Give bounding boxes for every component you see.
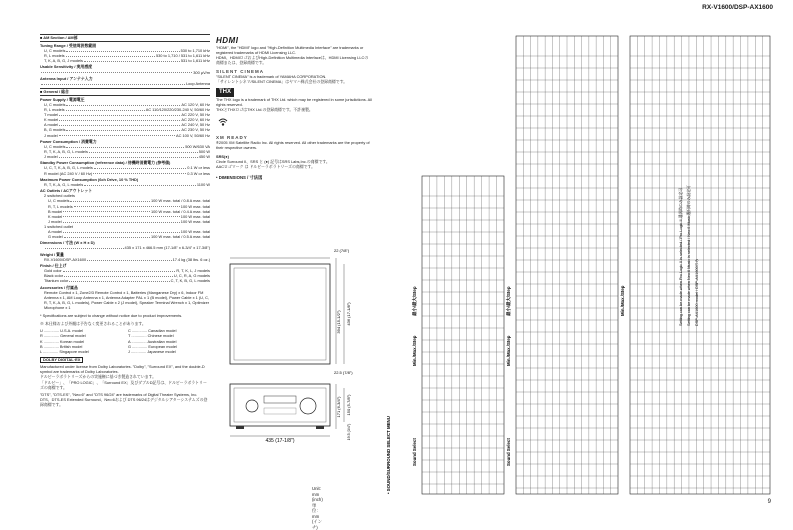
- standby-label: Standby Power Consumption (reference data) / 待機時消費電力 (参考値): [40, 160, 210, 165]
- table1-col-ja: 最小/最大/Step: [411, 286, 418, 316]
- menu-title: • SOUND/SURROUND SELECT MENU: [386, 416, 391, 494]
- spec-row: U, C models 100 W max. total / 0.8 A max. total: [40, 198, 210, 203]
- specifications-column: [40, 32, 210, 407]
- spec-row: A model AC 240 V, 50 Hz: [40, 122, 210, 127]
- spec-row: J model 100 W max. total: [40, 219, 210, 224]
- model-code: B .............. British model: [40, 344, 122, 349]
- am-sensitivity-label: Usable Sensitivity / 実用感度: [40, 64, 210, 69]
- model-code: L .............. Singapore model: [40, 349, 122, 354]
- finish-label: Finish / 仕上げ: [40, 263, 210, 268]
- srs-text: Circle Surround II、SRS と (●) 記号はSRS Labs,Inc.の商標です。: [216, 159, 372, 164]
- spec-row: Titanium color C, T, K, B, G, L models: [40, 278, 210, 283]
- spec-row: B, G models AC 230 V, 50 Hz: [40, 127, 210, 132]
- model-code: G .............. European model: [128, 344, 210, 349]
- accessories-label: Accessories / 付属品: [40, 285, 210, 290]
- spec-row: Gold color R, T, K, L, J models: [40, 268, 210, 273]
- table3-title: Min./Max./Step: [620, 285, 625, 316]
- dolby-text: Manufactured under license from Dolby Laboratories. "Dolby", "Surround EX", and the double-D symbol are trademarks of Dolby Laboratories.: [40, 364, 210, 374]
- dimensions-title: • DIMENSIONS / 寸法図: [216, 175, 372, 180]
- accessories-text: Remote Control x 1, Zone2/3 Remote Control x 1, Batteries (Manganese Dry) x 6, Indoor FM Antenna x 1, AM Loop Antenna x 1, Antenna Adapter PAL x 1 (B model), Power Cable x 1 (U, C, R, T, K, A, B, G, L models), Power Cable x 2 (J model), Speaker Terminal Wrench x 1, Optimizer Microphone x 1: [40, 290, 210, 310]
- spec-row: J model 450 W: [40, 154, 210, 159]
- xm-text: ®2005 XM Satellite Radio Inc. All rights reserved. All other trademarks are the property of their respective owners.: [216, 140, 372, 150]
- spec-row: K model 100 W max. total: [40, 214, 210, 219]
- spec-row: U, C models AC 120 V, 60 Hz: [40, 102, 210, 107]
- thx-text-ja: THXとTHXロゴはTHX Ltd.の登録商標です。不許複製。: [216, 107, 372, 112]
- top-height-label: 22 (7/8"): [334, 248, 350, 253]
- display-window: [264, 396, 296, 403]
- spec-note-ja: ※ 本仕様および外観は予告なく変更されることがあります。: [40, 321, 210, 326]
- dolby-text-ja: ドルビーラボラトリーズからの実施権に基づき製造されています。: [40, 374, 210, 379]
- side-height-label-2: 150 (5-7/8"): [346, 394, 351, 416]
- button-row: [264, 408, 296, 414]
- model-code: J .............. Japanese model: [128, 349, 210, 354]
- page-number: 9: [768, 499, 771, 505]
- sound-select-tables: [378, 26, 773, 496]
- ac-sub-label: 2 switched outlets: [40, 193, 210, 198]
- unit-label-ja: 単位：mm (インチ): [312, 503, 323, 530]
- dts-text-ja: DTS、DTS-ES Extended Surround、Neo:6および DTS 96/24はデジタルシアターシステムズの登録商標です。: [40, 397, 210, 407]
- table2-col-en: Min./Max./Step: [506, 335, 511, 366]
- power-consumption-label: Power Consumption / 消費電力: [40, 139, 210, 144]
- table3-block: [630, 36, 770, 494]
- table2-title: Sound Select: [506, 438, 511, 466]
- hdmi-text-ja: HDMI、HDMIロゴおよびHigh-Definition Multimedia Interfaceは、HDMI Licensing LLCの商標または、登録商標です。: [216, 55, 372, 65]
- table1-title: Sound Select: [412, 438, 417, 466]
- general-section-title: ■ General / 総合: [40, 88, 210, 96]
- xm-ready-icon: [216, 116, 230, 130]
- table1-col-en: Min./Max./Step: [412, 335, 417, 366]
- right-foot: [316, 426, 324, 429]
- spec-row: T, K, A, B, G, J models 531 to 1,611 kHz: [40, 58, 210, 63]
- feet-height-label: 19.5 (3/4"): [347, 424, 351, 441]
- spec-row: 435 x 171 x 466.5 mm (17-1/8" x 6-3/4" x 17-3/8"): [40, 245, 210, 250]
- spec-note: * Specifications are subject to change without notice due to product improvements.: [40, 313, 210, 318]
- volume-knob: [300, 398, 316, 414]
- spec-row: R, L models 530 to 1,710 / 531 to 1,611 kHz: [40, 53, 210, 58]
- hdmi-text: "HDMI", the "HDMI" logo and "High-Definition Multimedia Interface" are trademarks or registered trademarks of HDMI Licensing LLC.: [216, 45, 372, 55]
- spec-row: Loop Antenna: [40, 81, 210, 86]
- spec-row: R, T, L models 100 W max. total: [40, 204, 210, 209]
- spec-row: G model 100 W max. total / 0.5 A max. total: [40, 234, 210, 239]
- am-antenna-label: Antenna Input / アンテナ入力: [40, 76, 210, 81]
- silent-cinema-text: "SILENT CINEMA" is a trademark of YAMAHA CORPORATION.: [216, 74, 372, 79]
- model-code: U .............. U.S.A. model: [40, 328, 122, 333]
- unit-label-en: Unit: mm (inch): [312, 486, 323, 503]
- am-tuning-label: Tuning Range / 受信周波数範囲: [40, 43, 210, 48]
- spec-row: K model AC 220 V, 60 Hz: [40, 117, 210, 122]
- input-knob: [246, 400, 258, 412]
- spec-row: R, T, K, A, G, L models 1100 W: [40, 182, 210, 187]
- model-code: C .............. Canadian model: [128, 328, 210, 333]
- table-note: Setting can be made when Pro Logic II is selected / Pro Logic II 選択時のみ設定可: [678, 188, 683, 326]
- page-header: RX-V1600/DSP-AX1600: [702, 4, 773, 11]
- spec-row: U, C models 530 to 1,710 kHz: [40, 48, 210, 53]
- table2-col-ja: 最小/最大/Step: [505, 286, 512, 316]
- table-note: Setting can be made when Neo:6 Music is selected / Neo:6 Music選択時のみ設定可: [686, 185, 691, 326]
- spec-row: R, T, K, A, B, G, L models 500 W: [40, 149, 210, 154]
- spec-row: R, L models AC 110/120/220/230-240 V, 50/60 Hz: [40, 107, 210, 112]
- dolby-logo: DOLBY DIGITAL·EX: [40, 357, 83, 364]
- spec-row: B model 100 W max. total / 0.4 A max. total: [40, 209, 210, 214]
- dimension-drawing: [216, 222, 372, 482]
- table-note: DSP-AX1600 model / DSP-AX1600のみ: [694, 258, 699, 326]
- silent-cinema-logo: SILENT CINEMA: [216, 69, 372, 74]
- max-power-label: Maximum Power Consumption (6ch Drive, 10 % THD): [40, 177, 210, 182]
- trademarks-column: [216, 32, 372, 180]
- dolby-text-ja2: 「ドルビー」、「PRO LOGIC」、「Surround EX」及びダブルD記号は、ドルビーラボラトリーズの商標です。: [40, 380, 210, 390]
- thx-logo: THX: [216, 88, 234, 97]
- depth-main-label: 394 (15-1/2"): [336, 310, 341, 334]
- model-code: A .............. Australian model: [128, 339, 210, 344]
- weight-label: Weight / 質量: [40, 252, 210, 257]
- thx-text: The THX logo is a trademark of THX Ltd. which may be registered in some jurisdictions. All rights reserved.: [216, 97, 372, 107]
- front-panel: [234, 388, 326, 422]
- depth-total-label: 436 (17-1/8"): [346, 302, 351, 326]
- spec-row: U, C, T, K, A, B, G, L models 0.1 W or less: [40, 165, 210, 170]
- spec-row: 300 μV/m: [40, 70, 210, 75]
- spec-row: J model AC 100 V, 50/60 Hz: [40, 133, 210, 138]
- ac-outlets-label: AC Outlets / ACアウトレット: [40, 188, 210, 193]
- front-view-outline: [230, 384, 330, 426]
- model-code: K .............. Korean model: [40, 339, 122, 344]
- dts-text: "DTS", "DTS-ES", "Neo:6" and "DTS 96/24" are trademarks of Digital Theater Systems, Inc.: [40, 392, 210, 397]
- model-codes: [40, 328, 210, 353]
- spec-row: A model 100 W max. total: [40, 229, 210, 234]
- ac-sub-label: 1 switched outlet: [40, 224, 210, 229]
- spec-row: R model (AC 240 V / 60 Hz) 0.3 W or less: [40, 171, 210, 176]
- silent-cinema-text-ja: 「サイレントシネマ/SILENT CINEMA」はヤマハ株式会社の登録商標です。: [216, 79, 372, 84]
- model-code: T .............. Chinese model: [128, 333, 210, 338]
- table1-block: [422, 176, 504, 494]
- power-supply-label: Power Supply / 電源電圧: [40, 97, 210, 102]
- xm-ready-logo: XM READY: [216, 135, 372, 140]
- top-view-outline: [230, 264, 330, 364]
- aac-text: AACロゴマーク は ドルビーラボラトリーズの商標です。: [216, 164, 372, 169]
- table-grid: [422, 36, 770, 494]
- left-foot: [236, 426, 244, 429]
- am-section-title: ■ AM Section / AM部: [40, 34, 210, 42]
- dimensions-label: Dimensions / 寸法 (W x H x D): [40, 240, 210, 245]
- unit-label: [312, 486, 323, 530]
- spec-row: RX-V1600/DSP-AX1600 17.4 kg (38 lbs. 6 oz.): [40, 257, 210, 262]
- foot-label: 22.5 (7/8"): [334, 370, 353, 375]
- hdmi-logo: HDMI: [216, 36, 372, 45]
- model-code: R .............. General model: [40, 333, 122, 338]
- top-view-inner: [234, 268, 326, 360]
- spec-row: Black color U, C, R, A, G models: [40, 273, 210, 278]
- width-label: 435 (17-1/8"): [265, 438, 294, 444]
- spec-row: T model AC 220 V, 50 Hz: [40, 112, 210, 117]
- srs-logo: SRS(●): [216, 154, 372, 159]
- side-height-label: 171 (6-3/4"): [336, 396, 341, 418]
- spec-row: U, C models 500 W/630 VA: [40, 144, 210, 149]
